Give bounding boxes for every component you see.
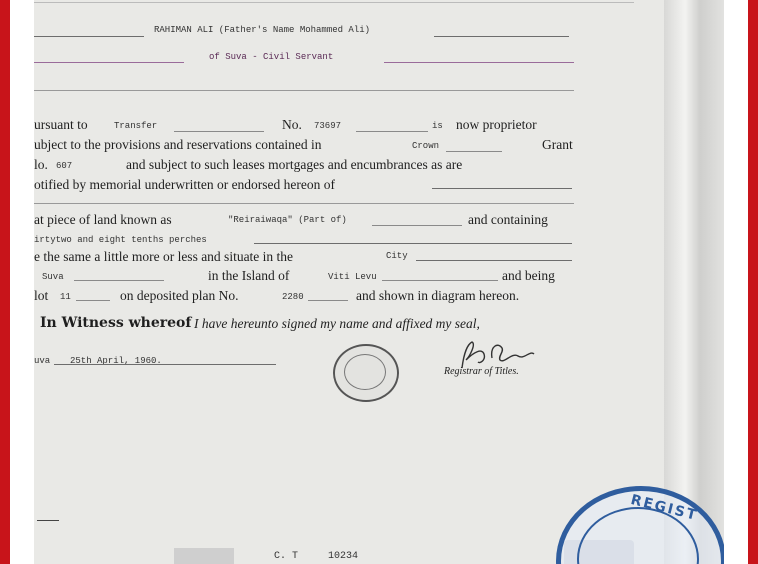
pursuant-label: ursuant to	[34, 117, 88, 132]
containing-label: and containing	[468, 212, 548, 227]
leases-text: and subject to such leases mortgages and encumbrances as are	[126, 157, 463, 172]
being-label: and being	[502, 268, 555, 283]
plan-label: on deposited plan No.	[120, 288, 239, 303]
registration-stamp-text: REGIST	[629, 491, 700, 525]
signing-place: uva	[34, 356, 51, 366]
left-white-margin	[10, 0, 34, 564]
place-rule-right	[384, 62, 574, 63]
page-fold-shadow	[664, 0, 724, 564]
land-known-text: at piece of land known as	[34, 212, 172, 227]
rule	[432, 188, 572, 189]
rule	[76, 300, 110, 301]
transfer-number: 73697	[314, 121, 342, 131]
suva-value: Suva	[42, 272, 64, 282]
transfer-value: Transfer	[114, 121, 158, 131]
ct-label: C. T	[274, 551, 299, 562]
witness-heading: In Witness whereof	[40, 315, 192, 331]
island-value: Viti Levu	[328, 272, 377, 282]
left-red-border	[0, 0, 10, 564]
place-rule-left	[34, 62, 184, 63]
rule	[356, 131, 428, 132]
rule	[382, 280, 498, 281]
rule	[54, 364, 276, 365]
ct-reference	[274, 551, 358, 562]
rule	[74, 280, 164, 281]
signing-date: 25th April, 1960.	[70, 356, 162, 366]
rule	[372, 225, 462, 226]
rule	[416, 260, 572, 261]
land-name: "Reiraiwaqa" (Part of)	[228, 215, 347, 225]
right-red-border	[748, 0, 758, 564]
certificate-of-title-document	[34, 0, 724, 564]
diagram-text: and shown in diagram hereon.	[356, 288, 520, 303]
registrar-seal	[333, 344, 399, 402]
registrar-title: Registrar of Titles.	[444, 366, 519, 377]
grant-number: 607	[56, 161, 73, 171]
city-value: City	[386, 251, 408, 261]
no-label: No.	[282, 117, 302, 132]
witness-text: I have hereunto signed my name and affixed my seal,	[194, 316, 480, 331]
crown-value: Crown	[412, 141, 440, 151]
memorial-text: otified by memorial underwritten or endorsed hereon of	[34, 177, 336, 192]
top-rule	[34, 2, 634, 3]
grant-label: Grant	[542, 137, 573, 152]
owner-place: of Suva - Civil Servant	[209, 52, 334, 62]
owner-rule-left	[34, 36, 144, 37]
rule	[34, 203, 574, 204]
lot-label: lot	[34, 288, 49, 303]
plan-number: 2280	[282, 292, 304, 302]
dark-mark	[174, 548, 234, 564]
rule	[37, 520, 59, 521]
grant-no-label: lo.	[34, 157, 48, 172]
owner-name: RAHIMAN ALI (Father's Name Mohammed Ali)	[154, 25, 371, 35]
blank-rule-1	[34, 90, 574, 91]
subject-provisions-text: ubject to the provisions and reservations contained in	[34, 137, 322, 152]
rule	[308, 300, 348, 301]
ct-number: 10234	[328, 551, 359, 562]
lot-number: 11	[60, 292, 71, 302]
island-label: in the Island of	[208, 268, 290, 283]
rule	[254, 243, 572, 244]
proprietor-label: now proprietor	[456, 117, 537, 132]
owner-rule-right	[434, 36, 569, 37]
rule	[174, 131, 264, 132]
rule	[446, 151, 502, 152]
right-white-margin	[724, 0, 748, 564]
situate-text: e the same a little more or less and situate in the	[34, 249, 294, 264]
land-area: irtytwo and eight tenths perches	[34, 235, 207, 245]
is-value: is	[432, 121, 443, 131]
